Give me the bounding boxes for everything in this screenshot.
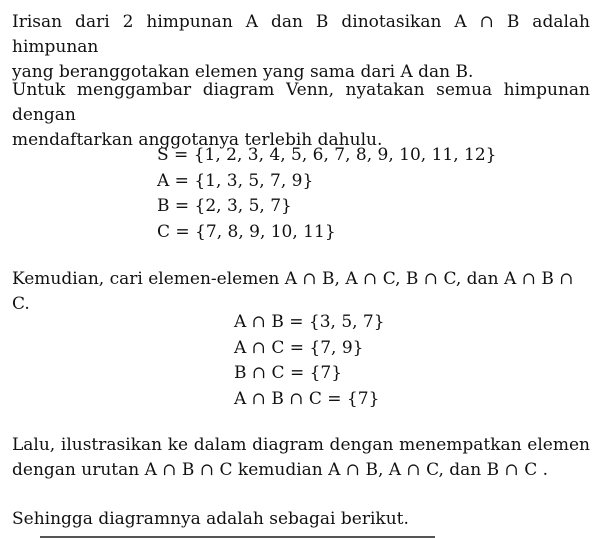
- set-equation-c: C = {7, 8, 9, 10, 11}: [157, 221, 336, 242]
- paragraph-venn-instructions: [12, 78, 590, 153]
- paragraph-illustrate: [12, 433, 590, 483]
- paragraph-line: mendaftarkan anggotanya terlebih dahulu.: [12, 130, 383, 150]
- intersection-a-c: A ∩ C = {7, 9}: [234, 337, 364, 358]
- paragraph-line: Untuk menggambar diagram Venn, nyatakan semua himpunan dengan: [12, 80, 590, 125]
- intersection-b-c: B ∩ C = {7}: [234, 363, 343, 383]
- intersection-a-b: A ∩ B = {3, 5, 7}: [234, 312, 385, 332]
- paragraph-line: Irisan dari 2 himpunan A dan B dinotasikan A ∩ B adalah himpunan: [12, 12, 590, 57]
- paragraph-conclusion: [12, 507, 590, 532]
- set-equation-b: B = {2, 3, 5, 7}: [157, 196, 292, 216]
- paragraph-intersection-definition: [12, 10, 590, 85]
- paragraph-line: yang beranggotakan elemen yang sama dari A dan B.: [12, 62, 474, 82]
- paragraph-line: Sehingga diagramnya adalah sebagai berikut.: [12, 509, 409, 529]
- intersection-a-b-c: A ∩ B ∩ C = {7}: [234, 388, 380, 409]
- paragraph-line: Kemudian, cari elemen-elemen A ∩ B, A ∩ C, B ∩ C, dan A ∩ B ∩ C.: [12, 269, 574, 314]
- set-definitions: [157, 143, 496, 245]
- paragraph-line: Lalu, ilustrasikan ke dalam diagram dengan menempatkan elemen: [12, 435, 590, 455]
- set-equation-a: A = {1, 3, 5, 7, 9}: [157, 170, 314, 191]
- intersection-results: [234, 310, 385, 412]
- set-equation-s: S = {1, 2, 3, 4, 5, 6, 7, 8, 9, 10, 11, 12}: [157, 145, 497, 165]
- paragraph-line: dengan urutan A ∩ B ∩ C kemudian A ∩ B, A ∩ C, dan B ∩ C .: [12, 460, 549, 480]
